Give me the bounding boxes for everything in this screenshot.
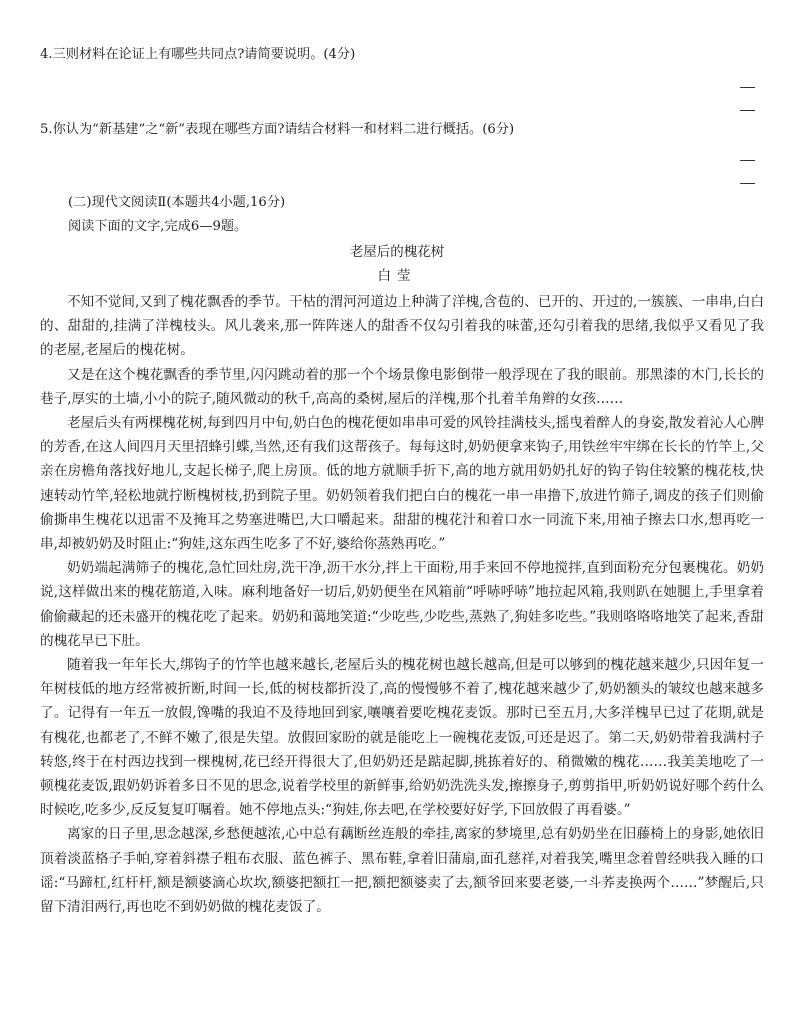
answer-line: [740, 87, 755, 88]
answer-line: [740, 183, 755, 184]
paragraph: 奶奶端起满筛子的槐花,急忙回灶房,洗干净,沥干水分,拌上干面粉,用手来回不停地搅拌,直到面粉充分包裹槐花。奶奶说,这样做出来的槐花筋道,入味。麻利地备好一切后,奶奶便坐在风箱前“呼哧呼哧”地拉起风箱,我则趴在她腿上,手里拿着偷偷藏起的还未盛开的槐花吃了起来。奶奶和蔼地笑道:“少吃些,少吃些,蒸熟了,狗娃多吃些。”我则咯咯咯地笑了起来,香甜的槐花早已下肚。: [40, 560, 764, 649]
paragraph: 老屋后头有两棵槐花树,每到四月中旬,奶白色的槐花便如串串可爱的风铃挂满枝头,摇曳着醉人的身姿,散发着沁人心脾的芳香,在这人间四月天里招蜂引蝶,当然,还有我们这帮孩子。每每这时,奶奶便拿来钩子,用铁丝牢牢绑在长长的竹竿上,父亲在房檐角落找好地儿,支起长梯子,爬上房顶。低的地方就顺手折下,高的地方就用奶奶扎好的钩子钩住较繁的槐花枝,快速转动竹竿,轻松地就拧断槐树枝,扔到院子里。奶奶领着我们把白白的槐花一串一串撸下,放进竹筛子,调皮的孩子们则偷偷撕串生槐花以迅雷不及掩耳之势塞进嘴巴,大口嚼起来。甜甜的槐花汁和着口水一同流下来,用袖子擦去口水,想再吃一串,却被奶奶及时阻止:“狗娃,这东西生吃多了不好,婆给你蒸熟再吃。”: [40, 415, 764, 553]
section-instruction: 阅读下面的文字,完成6—9题。: [68, 219, 248, 234]
article-title: 老屋后的槐花树: [349, 244, 445, 260]
answer-line: [740, 160, 755, 161]
paragraph: 又是在这个槐花飘香的季节里,闪闪跳动着的那一个个场景像电影倒带一般浮现在了我的眼前。那黑漆的木门,长长的巷子,厚实的土墙,小小的院子,随风微动的秋千,高高的桑树,屋后的洋槐,那个扎着羊角辫的女孩……: [40, 366, 764, 407]
section-heading: (二)现代文阅读Ⅱ(本题共4小题,16分): [68, 195, 286, 210]
paragraph: 离家的日子里,思念越深,乡愁便越浓,心中总有藕断丝连般的牵挂,离家的梦境里,总有奶奶坐在旧藤椅上的身影,她依旧顶着淡蓝格子手帕,穿着斜襟子粗布衣服、蓝色裤子、黑布鞋,拿着旧蒲扇,面孔慈祥,对着我笑,嘴里念着曾经哄我入睡的口谣:“马蹄杠,红杆杆,额是额婆滴心坎坎,额婆把额扛一把,额把额婆卖了去,额爷回来要老婆,一斗荞麦换两个……”梦醒后,只留下清泪两行,再也吃不到奶奶做的槐花麦饭了。: [40, 826, 764, 916]
paragraph: 随着我一年年长大,绑钩子的竹竿也越来越长,老屋后头的槐花树也越长越高,但是可以够到的槐花越来越少,只因年复一年树枝低的地方经常被折断,时间一长,低的树枝都折没了,高的慢慢够不着了,槐花越来越少了,奶奶额头的皱纹也越来越多了。记得有一年五一放假,馋嘴的我迫不及待地回到家,嚷嚷着要吃槐花麦饭。那时已至五月,大多洋槐早已过了花期,就是有槐花,也都老了,不鲜不嫩了,很是失望。放假回家盼的就是能吃上一碗槐花麦饭,可还是迟了。第二天,奶奶带着我满村子转悠,终于在村西边找到一棵槐树,花已经开得很大了,但奶奶还是踮起脚,挑拣着好的、稍微嫩的槐花……我美美地吃了一顿槐花麦饭,跟奶奶诉着多日不见的思念,说着学校里的新鲜事,给奶奶洗洗头发,擦擦身子,剪剪指甲,听奶奶说好哪个药什么时候吃,吃多少,反反复复叮嘱着。她不停地点头:“狗娃,你去吧,在学校要好好学,下回放假了再看婆。”: [40, 657, 764, 819]
answer-line: [740, 110, 755, 111]
article-author: 白莹: [377, 268, 417, 284]
question-4: 4.三则材料在论证上有哪些共同点?请简要说明。(4分): [40, 47, 356, 62]
paragraph: 不知不觉间,又到了槐花飘香的季节。干枯的渭河河道边上种满了洋槐,含苞的、已开的、开过的,一簇簇、一串串,白白的、甜甜的,挂满了洋槐枝头。风儿袭来,那一阵阵迷人的甜香不仅勾引着我的味蕾,还勾引着我的思绪,我似乎又看见了我的老屋,老屋后的槐花树。: [40, 294, 764, 359]
article-body: [40, 290, 764, 919]
question-5: 5.你认为“新基建”之“新”表现在哪些方面?请结合材料一和材料二进行概括。(6分): [40, 122, 515, 137]
